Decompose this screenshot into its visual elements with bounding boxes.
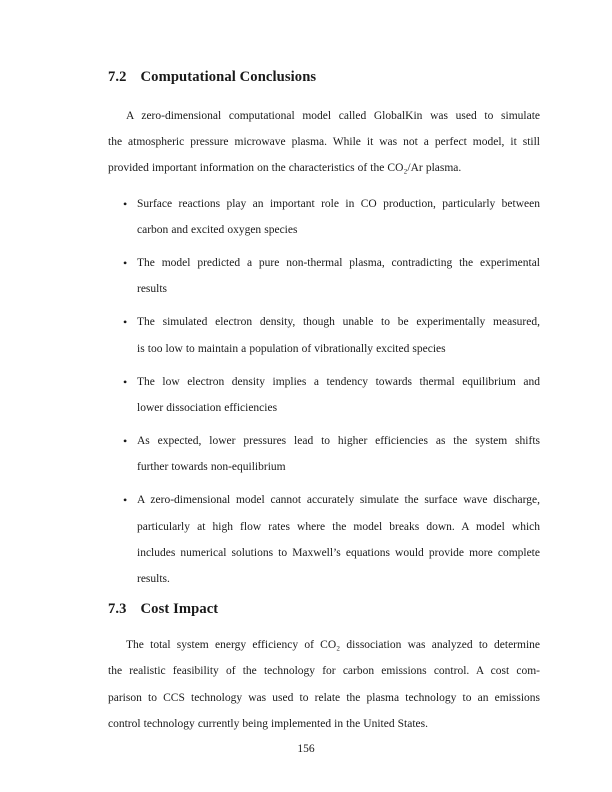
- bullet-line: The low electron density implies a tendency towards thermal equilibrium and: [137, 375, 540, 388]
- paragraph-line: A zero-dimensional computational model called GlobalKin was used to simulate: [126, 110, 540, 122]
- paragraph-line: control technology currently being implemented in the United States.: [108, 717, 429, 730]
- section-number: 7.2: [108, 69, 127, 85]
- section-title: Cost Impact: [140, 601, 219, 618]
- bullet-item: [108, 309, 540, 361]
- section-title: Computational Conclusions: [140, 69, 317, 85]
- bullet-item: [108, 487, 540, 592]
- bullet-line: further towards non-equilibrium: [137, 461, 286, 474]
- page-number: 156: [297, 743, 315, 755]
- bullet-line: is too low to maintain a population of vibrationally excited species: [137, 342, 446, 355]
- bullet-item: [108, 250, 540, 302]
- bullet-icon: •: [123, 493, 128, 508]
- bullet-line: The model predicted a pure non-thermal plasma, contradicting the experimental: [137, 256, 540, 269]
- section-number: 7.3: [108, 601, 127, 618]
- paragraph: [108, 103, 540, 182]
- bullet-icon: •: [123, 196, 128, 211]
- paragraph-line: The total system energy efficiency of CO₂ dissociation was analyzed to determine: [126, 639, 540, 652]
- paragraph-line: the atmospheric pressure microwave plasma. While it was not a perfect model, it still: [108, 136, 540, 149]
- bullet-line: results: [137, 283, 168, 296]
- bullet-list: [108, 191, 540, 593]
- bullet-icon: •: [123, 434, 128, 449]
- section-heading-7-2: [108, 68, 540, 86]
- bullet-icon: •: [123, 315, 128, 330]
- bullet-line: Surface reactions play an important role in CO production, particularly between: [137, 197, 540, 210]
- bullet-line: A zero-dimensional model cannot accurately simulate the surface wave discharge,: [137, 494, 540, 507]
- paragraph-line: the realistic feasibility of the technology for carbon emissions control. A cost com-: [108, 665, 540, 678]
- bullet-line: particularly at high flow rates where the model breaks down. A model which: [137, 520, 540, 533]
- bullet-item: [108, 428, 540, 480]
- bullet-item: [108, 191, 540, 243]
- bullet-icon: •: [123, 374, 128, 389]
- section-heading-7-3: [108, 600, 540, 618]
- bullet-line: The simulated electron density, though unable to be experimentally measured,: [137, 316, 540, 329]
- bullet-line: results.: [137, 573, 170, 585]
- bullet-line: As expected, lower pressures lead to higher efficiencies as the system shifts: [137, 435, 540, 448]
- paragraph: [108, 632, 540, 737]
- bullet-line: carbon and excited oxygen species: [137, 223, 298, 236]
- bullet-item: [108, 369, 540, 421]
- text-block: [108, 0, 540, 737]
- bullet-line: lower dissociation efficiencies: [137, 401, 278, 414]
- paragraph-line: parison to CCS technology was used to relate the plasma technology to an emissions: [108, 691, 540, 704]
- bullet-line: includes numerical solutions to Maxwell’s equations would provide more complete: [137, 546, 540, 559]
- bullet-icon: •: [123, 255, 128, 270]
- paragraph-line: provided important information on the characteristics of the CO₂/Ar plasma.: [108, 162, 462, 175]
